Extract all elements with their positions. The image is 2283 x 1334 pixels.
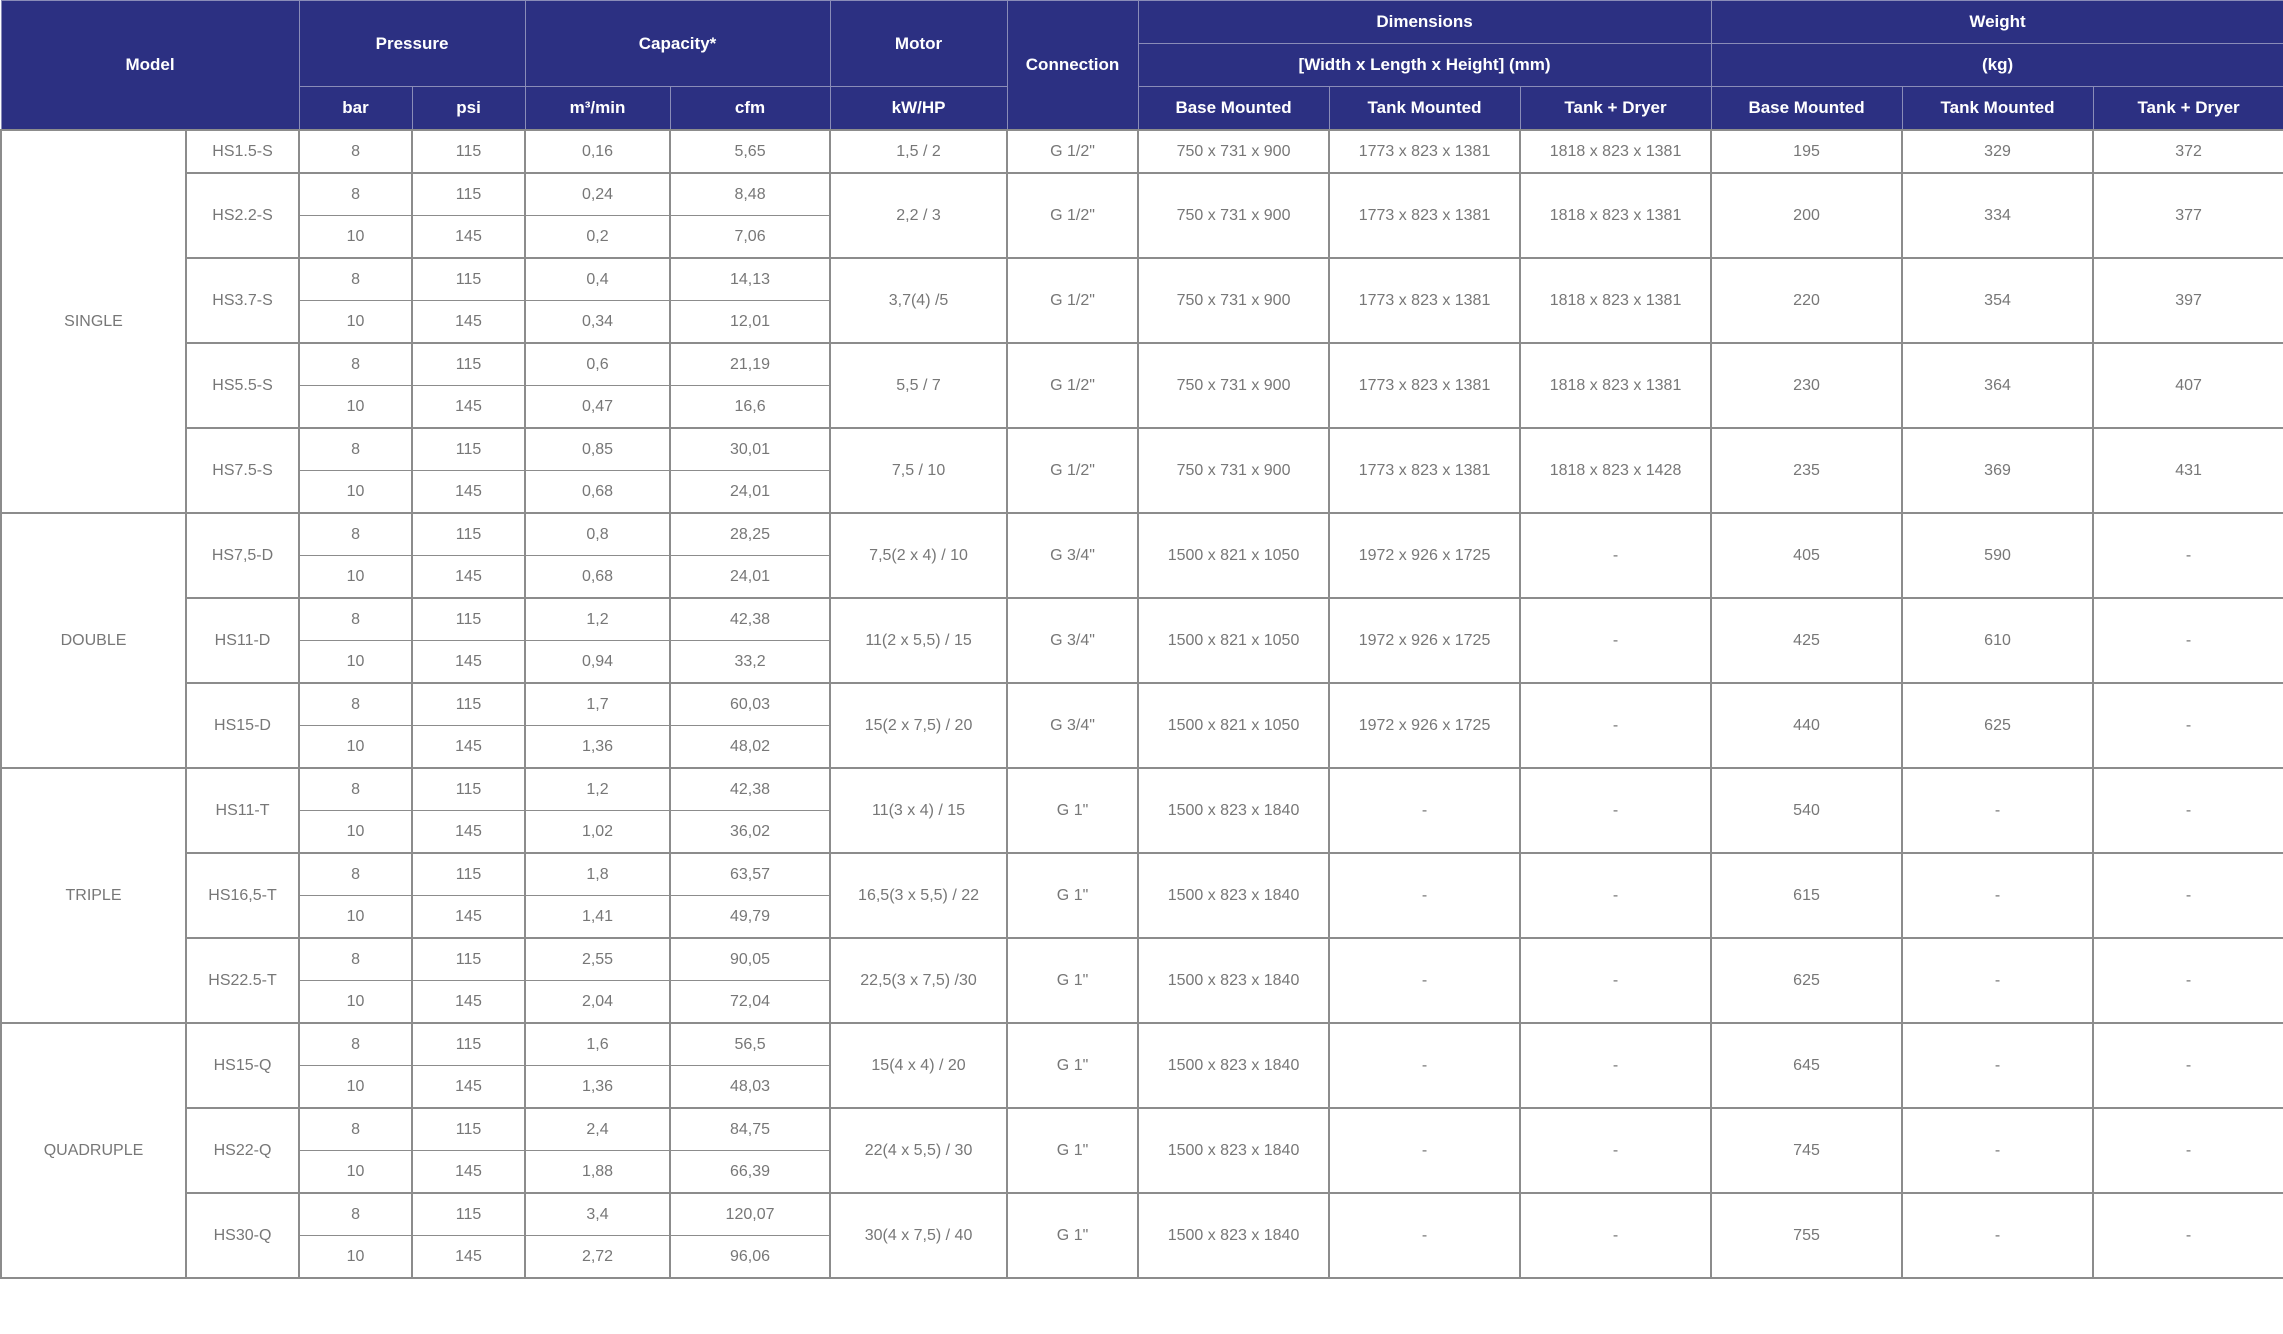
- header-dim-tank-dryer: Tank + Dryer: [1520, 87, 1711, 131]
- pressure-psi-cell: 145: [412, 811, 525, 854]
- capacity-m3min-cell: 1,02: [525, 811, 670, 854]
- weight-tank-mounted-cell: -: [1902, 1193, 2093, 1278]
- dim-tank-mounted-cell: 1773 x 823 x 1381: [1329, 343, 1520, 428]
- dim-tank-mounted-cell: 1773 x 823 x 1381: [1329, 258, 1520, 343]
- dim-tank-mounted-cell: 1972 x 926 x 1725: [1329, 598, 1520, 683]
- pressure-bar-cell: 8: [299, 598, 412, 641]
- pressure-bar-cell: 10: [299, 726, 412, 769]
- weight-tank-dryer-cell: 372: [2093, 130, 2283, 173]
- capacity-m3min-cell: 1,2: [525, 598, 670, 641]
- dim-base-mounted-cell: 750 x 731 x 900: [1138, 173, 1329, 258]
- dim-tank-mounted-cell: 1972 x 926 x 1725: [1329, 683, 1520, 768]
- dim-tank-dryer-cell: -: [1520, 513, 1711, 598]
- pressure-bar-cell: 10: [299, 981, 412, 1024]
- capacity-m3min-cell: 1,36: [525, 726, 670, 769]
- connection-cell: G 1/2": [1007, 130, 1138, 173]
- weight-tank-mounted-cell: 590: [1902, 513, 2093, 598]
- dim-base-mounted-cell: 1500 x 823 x 1840: [1138, 1023, 1329, 1108]
- dim-tank-mounted-cell: 1773 x 823 x 1381: [1329, 173, 1520, 258]
- weight-base-mounted-cell: 235: [1711, 428, 1902, 513]
- motor-cell: 1,5 / 2: [830, 130, 1007, 173]
- capacity-cfm-cell: 33,2: [670, 641, 830, 684]
- table-row: [1, 1023, 2283, 1066]
- dim-tank-dryer-cell: -: [1520, 1108, 1711, 1193]
- weight-tank-mounted-cell: 625: [1902, 683, 2093, 768]
- pressure-bar-cell: 10: [299, 811, 412, 854]
- weight-base-mounted-cell: 195: [1711, 130, 1902, 173]
- table-row: [1, 173, 2283, 216]
- pressure-bar-cell: 10: [299, 386, 412, 429]
- table-header: [1, 1, 2283, 131]
- model-cell: HS7,5-D: [186, 513, 299, 598]
- weight-base-mounted-cell: 645: [1711, 1023, 1902, 1108]
- capacity-m3min-cell: 0,94: [525, 641, 670, 684]
- pressure-bar-cell: 10: [299, 216, 412, 259]
- capacity-cfm-cell: 66,39: [670, 1151, 830, 1194]
- weight-tank-mounted-cell: 610: [1902, 598, 2093, 683]
- capacity-m3min-cell: 1,7: [525, 683, 670, 726]
- pressure-psi-cell: 115: [412, 513, 525, 556]
- capacity-cfm-cell: 84,75: [670, 1108, 830, 1151]
- pressure-psi-cell: 145: [412, 471, 525, 514]
- pressure-psi-cell: 145: [412, 301, 525, 344]
- table-row: [1, 853, 2283, 896]
- header-bar: bar: [299, 87, 412, 131]
- table-row: [1, 1193, 2283, 1236]
- weight-tank-mounted-cell: 364: [1902, 343, 2093, 428]
- model-cell: HS11-D: [186, 598, 299, 683]
- capacity-m3min-cell: 1,36: [525, 1066, 670, 1109]
- table-row: [1, 683, 2283, 726]
- weight-base-mounted-cell: 625: [1711, 938, 1902, 1023]
- motor-cell: 11(2 x 5,5) / 15: [830, 598, 1007, 683]
- model-cell: HS30-Q: [186, 1193, 299, 1278]
- capacity-cfm-cell: 48,02: [670, 726, 830, 769]
- capacity-cfm-cell: 21,19: [670, 343, 830, 386]
- capacity-m3min-cell: 0,85: [525, 428, 670, 471]
- pressure-bar-cell: 8: [299, 1023, 412, 1066]
- pressure-psi-cell: 115: [412, 853, 525, 896]
- dim-tank-mounted-cell: -: [1329, 1023, 1520, 1108]
- weight-tank-dryer-cell: 377: [2093, 173, 2283, 258]
- pressure-psi-cell: 145: [412, 981, 525, 1024]
- weight-base-mounted-cell: 220: [1711, 258, 1902, 343]
- pressure-psi-cell: 115: [412, 768, 525, 811]
- connection-cell: G 1": [1007, 1108, 1138, 1193]
- weight-base-mounted-cell: 425: [1711, 598, 1902, 683]
- pressure-psi-cell: 115: [412, 428, 525, 471]
- header-pressure: Pressure: [299, 1, 525, 87]
- capacity-m3min-cell: 0,24: [525, 173, 670, 216]
- connection-cell: G 1": [1007, 1023, 1138, 1108]
- pressure-psi-cell: 115: [412, 1193, 525, 1236]
- pressure-bar-cell: 8: [299, 1108, 412, 1151]
- header-weight: Weight: [1711, 1, 2283, 44]
- motor-cell: 3,7(4) /5: [830, 258, 1007, 343]
- dim-tank-mounted-cell: 1773 x 823 x 1381: [1329, 428, 1520, 513]
- motor-cell: 15(4 x 4) / 20: [830, 1023, 1007, 1108]
- pressure-bar-cell: 8: [299, 683, 412, 726]
- weight-base-mounted-cell: 200: [1711, 173, 1902, 258]
- weight-base-mounted-cell: 615: [1711, 853, 1902, 938]
- dim-tank-dryer-cell: 1818 x 823 x 1381: [1520, 258, 1711, 343]
- capacity-m3min-cell: 3,4: [525, 1193, 670, 1236]
- connection-cell: G 3/4": [1007, 513, 1138, 598]
- motor-cell: 15(2 x 7,5) / 20: [830, 683, 1007, 768]
- pressure-psi-cell: 115: [412, 173, 525, 216]
- dim-tank-dryer-cell: 1818 x 823 x 1381: [1520, 343, 1711, 428]
- weight-tank-dryer-cell: -: [2093, 938, 2283, 1023]
- table-row: [1, 343, 2283, 386]
- model-cell: HS3.7-S: [186, 258, 299, 343]
- dim-tank-dryer-cell: 1818 x 823 x 1428: [1520, 428, 1711, 513]
- dim-tank-mounted-cell: -: [1329, 768, 1520, 853]
- dim-base-mounted-cell: 750 x 731 x 900: [1138, 258, 1329, 343]
- capacity-m3min-cell: 2,4: [525, 1108, 670, 1151]
- table-row: [1, 1108, 2283, 1151]
- table-row: [1, 938, 2283, 981]
- model-cell: HS15-Q: [186, 1023, 299, 1108]
- header-cfm: cfm: [670, 87, 830, 131]
- dim-tank-dryer-cell: -: [1520, 598, 1711, 683]
- weight-tank-mounted-cell: -: [1902, 1108, 2093, 1193]
- connection-cell: G 1": [1007, 1193, 1138, 1278]
- group-name-cell: TRIPLE: [1, 768, 186, 1023]
- pressure-bar-cell: 10: [299, 556, 412, 599]
- header-dim-tank-mounted: Tank Mounted: [1329, 87, 1520, 131]
- capacity-m3min-cell: 0,68: [525, 556, 670, 599]
- dim-tank-dryer-cell: 1818 x 823 x 1381: [1520, 130, 1711, 173]
- capacity-cfm-cell: 120,07: [670, 1193, 830, 1236]
- dim-tank-dryer-cell: -: [1520, 1193, 1711, 1278]
- table-row: [1, 513, 2283, 556]
- capacity-cfm-cell: 48,03: [670, 1066, 830, 1109]
- capacity-cfm-cell: 24,01: [670, 471, 830, 514]
- header-dim-base-mounted: Base Mounted: [1138, 87, 1329, 131]
- weight-base-mounted-cell: 230: [1711, 343, 1902, 428]
- capacity-m3min-cell: 0,4: [525, 258, 670, 301]
- pressure-psi-cell: 145: [412, 1151, 525, 1194]
- dim-base-mounted-cell: 1500 x 821 x 1050: [1138, 513, 1329, 598]
- pressure-bar-cell: 8: [299, 343, 412, 386]
- motor-cell: 7,5(2 x 4) / 10: [830, 513, 1007, 598]
- pressure-psi-cell: 115: [412, 258, 525, 301]
- motor-cell: 7,5 / 10: [830, 428, 1007, 513]
- capacity-cfm-cell: 72,04: [670, 981, 830, 1024]
- weight-tank-dryer-cell: -: [2093, 1108, 2283, 1193]
- capacity-cfm-cell: 49,79: [670, 896, 830, 939]
- capacity-cfm-cell: 63,57: [670, 853, 830, 896]
- weight-tank-dryer-cell: 407: [2093, 343, 2283, 428]
- capacity-cfm-cell: 56,5: [670, 1023, 830, 1066]
- pressure-bar-cell: 10: [299, 1236, 412, 1279]
- dim-tank-mounted-cell: -: [1329, 853, 1520, 938]
- dim-tank-mounted-cell: 1773 x 823 x 1381: [1329, 130, 1520, 173]
- weight-tank-mounted-cell: -: [1902, 768, 2093, 853]
- capacity-m3min-cell: 0,47: [525, 386, 670, 429]
- capacity-cfm-cell: 16,6: [670, 386, 830, 429]
- motor-cell: 30(4 x 7,5) / 40: [830, 1193, 1007, 1278]
- capacity-m3min-cell: 2,55: [525, 938, 670, 981]
- capacity-m3min-cell: 1,88: [525, 1151, 670, 1194]
- pressure-bar-cell: 8: [299, 428, 412, 471]
- capacity-m3min-cell: 0,6: [525, 343, 670, 386]
- pressure-bar-cell: 8: [299, 853, 412, 896]
- capacity-m3min-cell: 2,04: [525, 981, 670, 1024]
- capacity-cfm-cell: 60,03: [670, 683, 830, 726]
- weight-tank-dryer-cell: -: [2093, 598, 2283, 683]
- capacity-m3min-cell: 1,8: [525, 853, 670, 896]
- pressure-bar-cell: 10: [299, 301, 412, 344]
- pressure-psi-cell: 145: [412, 216, 525, 259]
- model-cell: HS7.5-S: [186, 428, 299, 513]
- connection-cell: G 1/2": [1007, 343, 1138, 428]
- dim-base-mounted-cell: 1500 x 823 x 1840: [1138, 1108, 1329, 1193]
- model-cell: HS11-T: [186, 768, 299, 853]
- model-cell: HS5.5-S: [186, 343, 299, 428]
- weight-tank-mounted-cell: 369: [1902, 428, 2093, 513]
- connection-cell: G 3/4": [1007, 598, 1138, 683]
- weight-base-mounted-cell: 745: [1711, 1108, 1902, 1193]
- capacity-cfm-cell: 36,02: [670, 811, 830, 854]
- table-row: [1, 258, 2283, 301]
- weight-tank-mounted-cell: 354: [1902, 258, 2093, 343]
- weight-tank-mounted-cell: -: [1902, 938, 2093, 1023]
- motor-cell: 11(3 x 4) / 15: [830, 768, 1007, 853]
- pressure-bar-cell: 10: [299, 641, 412, 684]
- capacity-cfm-cell: 90,05: [670, 938, 830, 981]
- pressure-bar-cell: 10: [299, 471, 412, 514]
- capacity-m3min-cell: 0,68: [525, 471, 670, 514]
- dim-base-mounted-cell: 750 x 731 x 900: [1138, 130, 1329, 173]
- connection-cell: G 1/2": [1007, 428, 1138, 513]
- dim-tank-dryer-cell: -: [1520, 938, 1711, 1023]
- dim-tank-mounted-cell: -: [1329, 1193, 1520, 1278]
- pressure-psi-cell: 115: [412, 938, 525, 981]
- connection-cell: G 1": [1007, 768, 1138, 853]
- pressure-bar-cell: 8: [299, 938, 412, 981]
- header-model: Model: [1, 1, 299, 131]
- dim-tank-mounted-cell: -: [1329, 938, 1520, 1023]
- weight-tank-dryer-cell: 431: [2093, 428, 2283, 513]
- dim-base-mounted-cell: 1500 x 821 x 1050: [1138, 683, 1329, 768]
- pressure-psi-cell: 115: [412, 1023, 525, 1066]
- capacity-m3min-cell: 1,2: [525, 768, 670, 811]
- header-weight-unit: (kg): [1711, 44, 2283, 87]
- pressure-psi-cell: 115: [412, 598, 525, 641]
- dim-base-mounted-cell: 750 x 731 x 900: [1138, 428, 1329, 513]
- dim-tank-mounted-cell: 1972 x 926 x 1725: [1329, 513, 1520, 598]
- motor-cell: 5,5 / 7: [830, 343, 1007, 428]
- capacity-m3min-cell: 0,34: [525, 301, 670, 344]
- model-cell: HS22.5-T: [186, 938, 299, 1023]
- weight-base-mounted-cell: 540: [1711, 768, 1902, 853]
- weight-tank-mounted-cell: 329: [1902, 130, 2093, 173]
- connection-cell: G 1/2": [1007, 173, 1138, 258]
- pressure-psi-cell: 115: [412, 683, 525, 726]
- capacity-cfm-cell: 42,38: [670, 598, 830, 641]
- capacity-cfm-cell: 7,06: [670, 216, 830, 259]
- pressure-psi-cell: 145: [412, 896, 525, 939]
- group-name-cell: DOUBLE: [1, 513, 186, 768]
- dim-tank-dryer-cell: -: [1520, 768, 1711, 853]
- capacity-cfm-cell: 28,25: [670, 513, 830, 556]
- model-cell: HS15-D: [186, 683, 299, 768]
- dim-base-mounted-cell: 1500 x 823 x 1840: [1138, 938, 1329, 1023]
- pressure-psi-cell: 145: [412, 556, 525, 599]
- table-body: [1, 130, 2283, 1278]
- header-motor: Motor: [830, 1, 1007, 87]
- pressure-psi-cell: 145: [412, 1236, 525, 1279]
- pressure-psi-cell: 115: [412, 343, 525, 386]
- connection-cell: G 1/2": [1007, 258, 1138, 343]
- capacity-m3min-cell: 0,8: [525, 513, 670, 556]
- motor-cell: 22(4 x 5,5) / 30: [830, 1108, 1007, 1193]
- pressure-bar-cell: 8: [299, 258, 412, 301]
- weight-tank-mounted-cell: -: [1902, 853, 2093, 938]
- dim-base-mounted-cell: 1500 x 823 x 1840: [1138, 768, 1329, 853]
- weight-base-mounted-cell: 755: [1711, 1193, 1902, 1278]
- motor-cell: 16,5(3 x 5,5) / 22: [830, 853, 1007, 938]
- pressure-psi-cell: 115: [412, 130, 525, 173]
- capacity-m3min-cell: 0,2: [525, 216, 670, 259]
- header-psi: psi: [412, 87, 525, 131]
- connection-cell: G 1": [1007, 853, 1138, 938]
- header-capacity: Capacity*: [525, 1, 830, 87]
- header-weight-tank-mounted: Tank Mounted: [1902, 87, 2093, 131]
- header-dimensions: Dimensions: [1138, 1, 1711, 44]
- pressure-psi-cell: 145: [412, 386, 525, 429]
- weight-tank-dryer-cell: -: [2093, 1023, 2283, 1108]
- table-row: [1, 428, 2283, 471]
- capacity-m3min-cell: 1,6: [525, 1023, 670, 1066]
- weight-tank-dryer-cell: -: [2093, 683, 2283, 768]
- group-name-cell: SINGLE: [1, 130, 186, 513]
- pressure-bar-cell: 10: [299, 1066, 412, 1109]
- capacity-cfm-cell: 42,38: [670, 768, 830, 811]
- header-kwhp: kW/HP: [830, 87, 1007, 131]
- capacity-m3min-cell: 1,41: [525, 896, 670, 939]
- dim-base-mounted-cell: 1500 x 823 x 1840: [1138, 1193, 1329, 1278]
- pressure-bar-cell: 10: [299, 1151, 412, 1194]
- model-cell: HS1.5-S: [186, 130, 299, 173]
- model-cell: HS16,5-T: [186, 853, 299, 938]
- capacity-cfm-cell: 8,48: [670, 173, 830, 216]
- header-weight-tank-dryer: Tank + Dryer: [2093, 87, 2283, 131]
- dim-tank-dryer-cell: -: [1520, 683, 1711, 768]
- table-row: [1, 768, 2283, 811]
- pressure-psi-cell: 115: [412, 1108, 525, 1151]
- header-m3min: m³/min: [525, 87, 670, 131]
- weight-tank-mounted-cell: -: [1902, 1023, 2093, 1108]
- header-connection: Connection: [1007, 1, 1138, 131]
- connection-cell: G 3/4": [1007, 683, 1138, 768]
- dim-tank-mounted-cell: -: [1329, 1108, 1520, 1193]
- weight-tank-mounted-cell: 334: [1902, 173, 2093, 258]
- weight-base-mounted-cell: 440: [1711, 683, 1902, 768]
- pressure-bar-cell: 8: [299, 130, 412, 173]
- pressure-bar-cell: 8: [299, 513, 412, 556]
- pressure-bar-cell: 10: [299, 896, 412, 939]
- weight-tank-dryer-cell: -: [2093, 1193, 2283, 1278]
- dim-tank-dryer-cell: -: [1520, 853, 1711, 938]
- capacity-cfm-cell: 5,65: [670, 130, 830, 173]
- weight-tank-dryer-cell: -: [2093, 768, 2283, 853]
- group-name-cell: QUADRUPLE: [1, 1023, 186, 1278]
- capacity-cfm-cell: 96,06: [670, 1236, 830, 1279]
- dim-base-mounted-cell: 1500 x 821 x 1050: [1138, 598, 1329, 683]
- model-cell: HS22-Q: [186, 1108, 299, 1193]
- header-weight-base-mounted: Base Mounted: [1711, 87, 1902, 131]
- capacity-cfm-cell: 30,01: [670, 428, 830, 471]
- header-dimensions-unit: [Width x Length x Height] (mm): [1138, 44, 1711, 87]
- connection-cell: G 1": [1007, 938, 1138, 1023]
- weight-base-mounted-cell: 405: [1711, 513, 1902, 598]
- pressure-psi-cell: 145: [412, 1066, 525, 1109]
- dim-tank-dryer-cell: -: [1520, 1023, 1711, 1108]
- model-cell: HS2.2-S: [186, 173, 299, 258]
- weight-tank-dryer-cell: -: [2093, 853, 2283, 938]
- capacity-m3min-cell: 2,72: [525, 1236, 670, 1279]
- pressure-bar-cell: 8: [299, 173, 412, 216]
- pressure-psi-cell: 145: [412, 641, 525, 684]
- pressure-bar-cell: 8: [299, 768, 412, 811]
- capacity-m3min-cell: 0,16: [525, 130, 670, 173]
- dim-base-mounted-cell: 750 x 731 x 900: [1138, 343, 1329, 428]
- table-row: [1, 598, 2283, 641]
- motor-cell: 22,5(3 x 7,5) /30: [830, 938, 1007, 1023]
- weight-tank-dryer-cell: 397: [2093, 258, 2283, 343]
- dim-tank-dryer-cell: 1818 x 823 x 1381: [1520, 173, 1711, 258]
- motor-cell: 2,2 / 3: [830, 173, 1007, 258]
- capacity-cfm-cell: 24,01: [670, 556, 830, 599]
- pressure-bar-cell: 8: [299, 1193, 412, 1236]
- capacity-cfm-cell: 12,01: [670, 301, 830, 344]
- pressure-psi-cell: 145: [412, 726, 525, 769]
- capacity-cfm-cell: 14,13: [670, 258, 830, 301]
- dim-base-mounted-cell: 1500 x 823 x 1840: [1138, 853, 1329, 938]
- table-row: [1, 130, 2283, 173]
- weight-tank-dryer-cell: -: [2093, 513, 2283, 598]
